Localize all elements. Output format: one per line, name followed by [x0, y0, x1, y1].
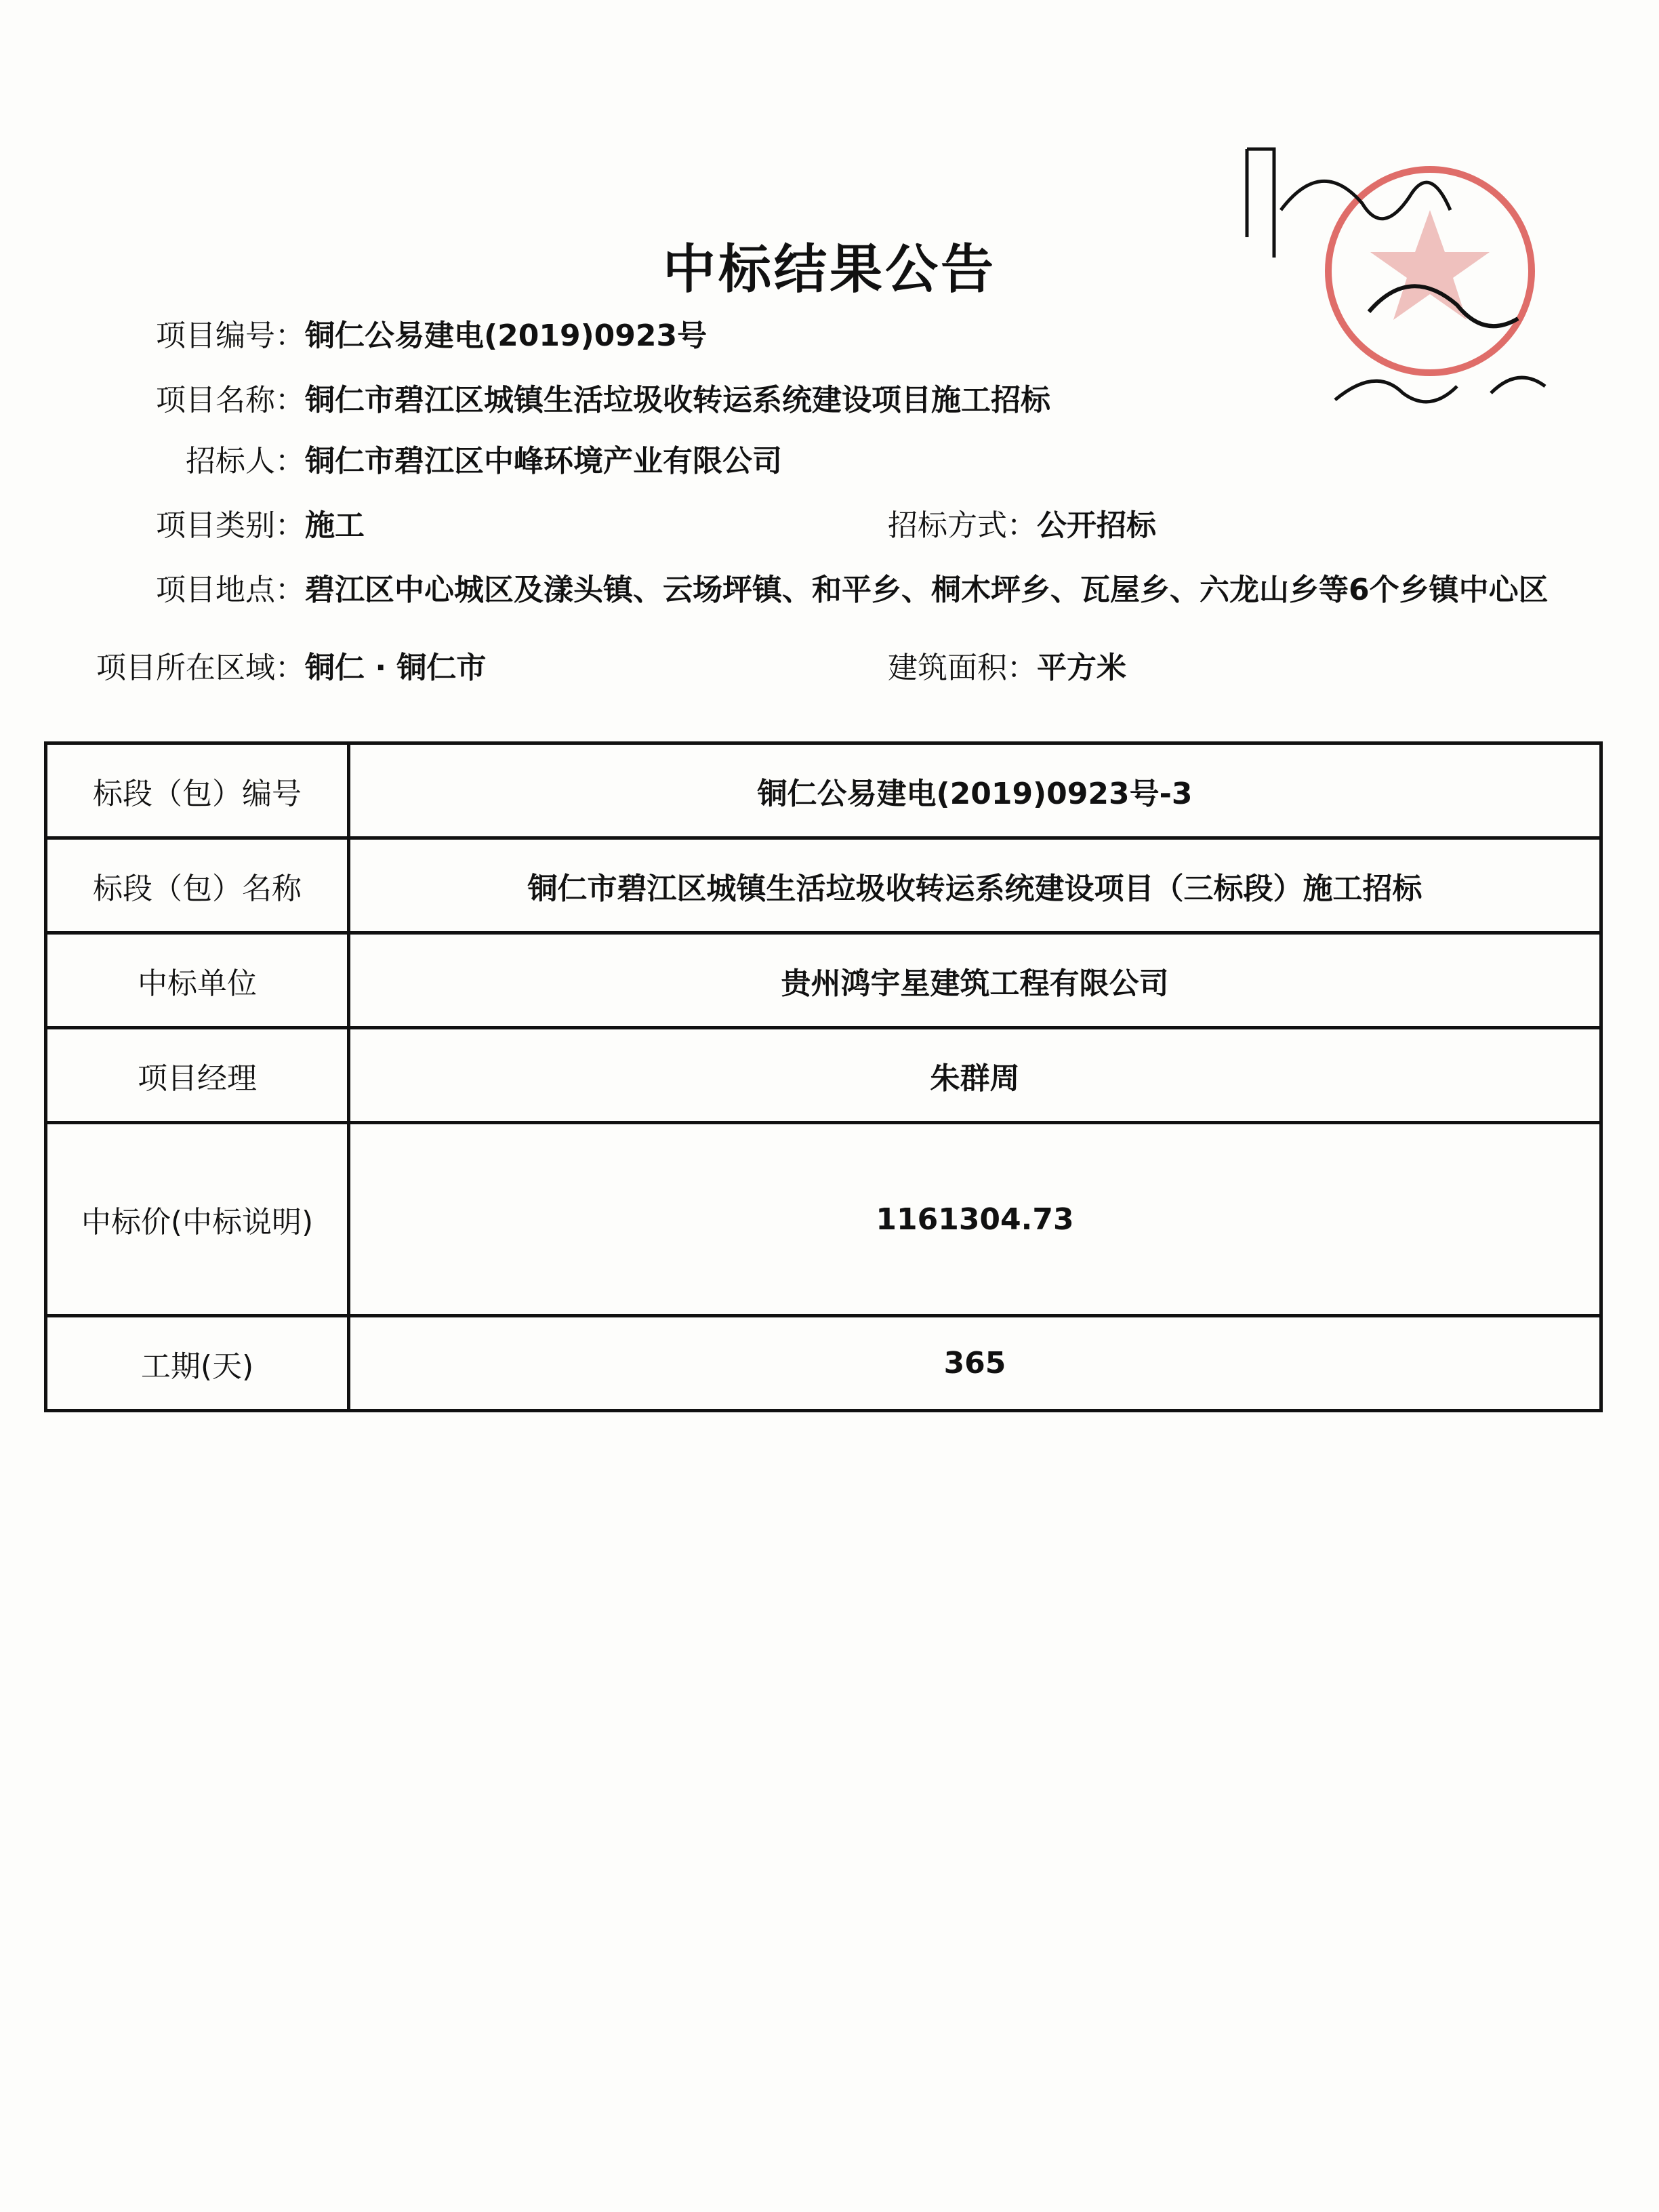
company-seal-stamp — [1233, 75, 1593, 427]
page-title: 中标结果公告 — [662, 239, 996, 300]
field-label: 项目类别： — [156, 508, 305, 543]
row-label: 工期(天) — [46, 1316, 349, 1411]
field-value: 公开招标 — [1037, 508, 1156, 543]
row-label: 标段（包）编号 — [46, 743, 349, 838]
table-row — [46, 1123, 1601, 1316]
row-value: 朱群周 — [349, 1028, 1601, 1123]
table-row — [46, 1316, 1601, 1411]
field-project-region — [71, 651, 486, 686]
table-row — [46, 1028, 1601, 1123]
field-value: 铜仁市碧江区城镇生活垃圾收转运系统建设项目施工招标 — [305, 383, 1050, 417]
field-label: 建筑面积： — [888, 651, 1037, 685]
row-label: 中标单位 — [46, 933, 349, 1028]
field-project-type — [139, 508, 365, 544]
field-tenderer — [139, 444, 782, 479]
field-label: 招标人： — [186, 444, 305, 478]
row-value: 铜仁市碧江区城镇生活垃圾收转运系统建设项目（三标段）施工招标 — [349, 838, 1601, 933]
row-label: 中标价(中标说明) — [46, 1123, 349, 1316]
field-label: 项目所在区域： — [96, 651, 305, 685]
field-value: 平方米 — [1037, 651, 1126, 685]
row-value: 365 — [349, 1316, 1601, 1411]
table-row — [46, 838, 1601, 933]
table-row — [46, 933, 1601, 1028]
field-label: 项目名称： — [156, 383, 305, 417]
row-label: 标段（包）名称 — [46, 838, 349, 933]
field-tender-method — [888, 508, 1156, 544]
field-value: 施工 — [305, 508, 365, 543]
result-table — [44, 741, 1603, 1412]
field-value: 铜仁市碧江区中峰环境产业有限公司 — [305, 444, 782, 478]
field-project-location — [139, 573, 1596, 608]
field-project-name — [139, 383, 1050, 418]
row-value: 贵州鸿宇星建筑工程有限公司 — [349, 933, 1601, 1028]
field-label: 招标方式： — [888, 508, 1037, 543]
row-label: 项目经理 — [46, 1028, 349, 1123]
field-value: 铜仁 · 铜仁市 — [305, 651, 487, 685]
field-project-code — [146, 319, 707, 354]
row-value: 1161304.73 — [349, 1123, 1601, 1316]
field-value: 碧江区中心城区及漾头镇、云场坪镇、和平乡、桐木坪乡、瓦屋乡、六龙山乡等6个乡镇中心区 — [305, 573, 1549, 607]
field-building-area — [888, 651, 1126, 686]
table-row — [46, 743, 1601, 838]
field-value: 铜仁公易建电(2019)0923号 — [305, 319, 708, 353]
field-label: 项目编号： — [156, 319, 305, 353]
field-label: 项目地点： — [156, 573, 305, 607]
row-value: 铜仁公易建电(2019)0923号-3 — [349, 743, 1601, 838]
